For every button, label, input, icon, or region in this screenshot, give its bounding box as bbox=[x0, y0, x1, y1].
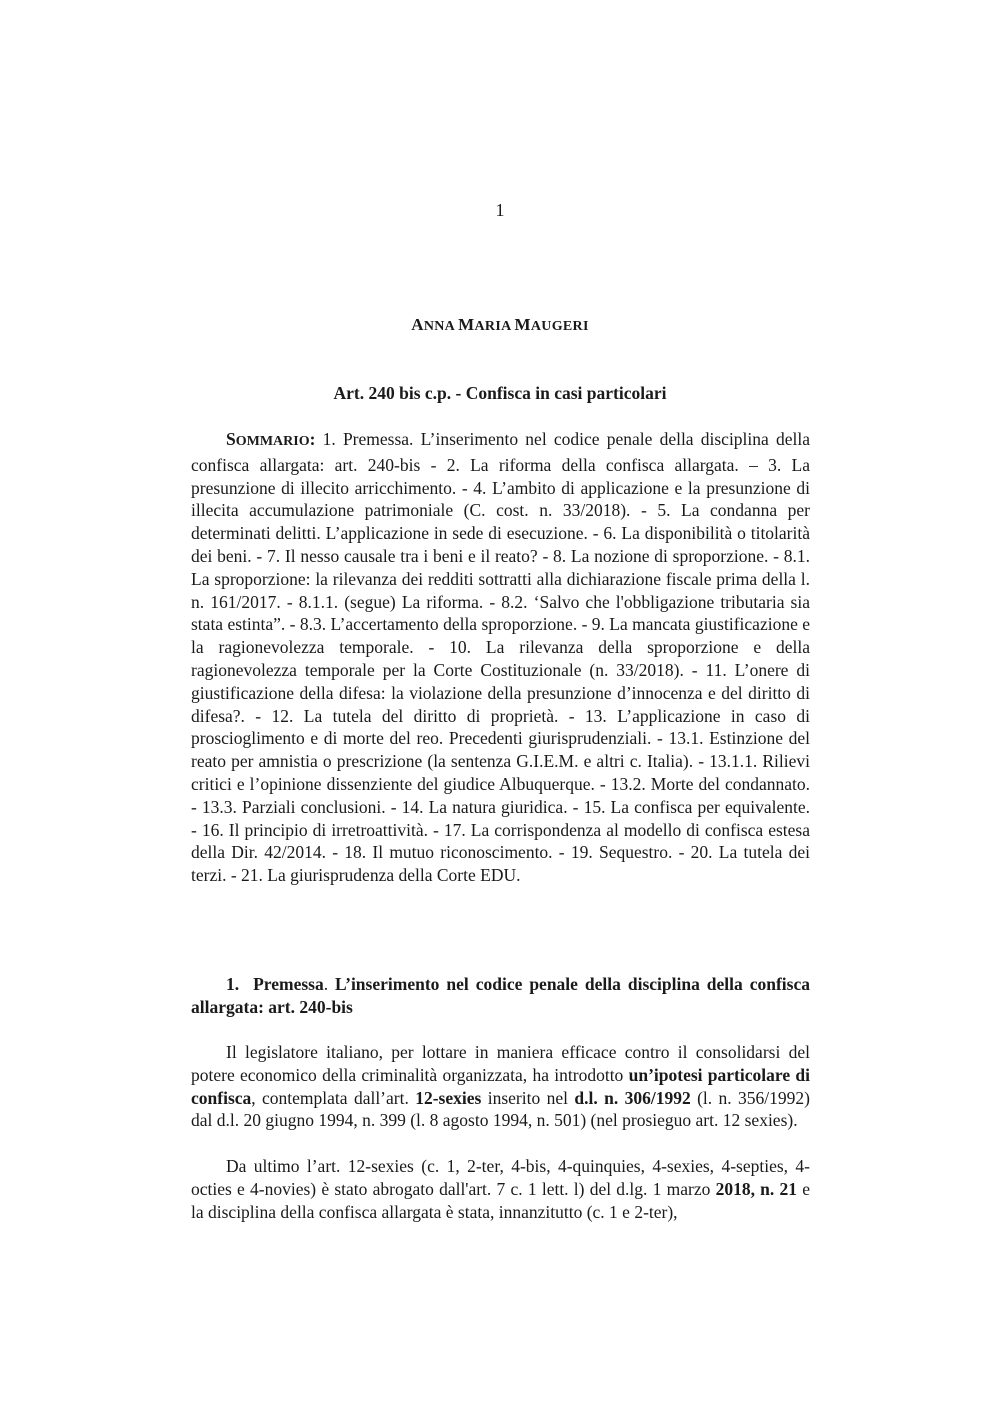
article-title: Art. 240 bis c.p. - Confisca in casi particolari bbox=[333, 383, 667, 403]
page-number: 1 bbox=[495, 200, 505, 220]
section-heading-rest: L’inserimento nel codice penale della disciplina della confisca allargata: art. 240-bis bbox=[191, 974, 811, 1017]
body-paragraph-1: Il legislatore italiano, per lottare in maniera efficace contro il consolidarsi del potere economico della criminalità organizzata, ha introdotto un’ipotesi particolare di confisca, contemplata dall’art. 12-sexies inserito nel d.l. n. 306/1992 (l. n. 356/1992) dal d.l. 20 giugno 1994, n. 399 (l. 8 agosto 1994, n. 501) (nel prosieguo art. 12 sexies). bbox=[191, 1042, 810, 1131]
summary-text: 1. Premessa. L’inserimento nel codice penale della disciplina della confisca allargata: art. 240-bis - 2. La riforma della confisca allargata. – 3. La presunzione di illecito arricchimento. - 4. L’ambito di applicazione e la presunzione di illecita accumulazione patrimoniale (C. cost. n. 33/2018). - 5. La condanna per determinati delitti. L’applicazione in sede di esecuzione. - 6. La disponibilità o titolarità dei beni. - 7. Il nesso causale tra i beni e il reato? - 8. La nozione di sproporzione. - 8.1. La sproporzione: la rilevanza dei redditi sottratti alla dichiarazione fiscale prima della l. n. 161/2017. - 8.1.1. (segue) La riforma. - 8.2. ‘Salvo che l'obbligazione tributaria sia stata estinta”. - 8.3. L’accertamento della sproporzione. - 9. La mancata giustificazione e la ragionevolezza temporale. - 10. La rilevanza della sproporzione e della ragionevolezza temporale per la Corte Costituzionale (n. 33/2018). - 11. L’onere di giustificazione della difesa: la violazione della presunzione d’innocenza e del diritto di difesa?. - 12. La tutela del diritto di proprietà. - 13. L’applicazione in caso di proscioglimento e di morte del reo. Precedenti giurisprudenziali. - 13.1. Estinzione del reato per amnistia o prescrizione (la sentenza G.I.E.M. e altri c. Italia). - 13.1.1. Rilievi critici e l’opinione dissenziente del giudice Albuquerque. - 13.2. Morte del condannato. - 13.3. Parziali conclusioni. - 14. La natura giuridica. - 15. La confisca per equivalente. - 16. Il principio di irretroattività. - 17. La corrispondenza al modello di confisca estesa della Dir. 42/2014. - 18. Il mutuo riconoscimento. - 19. Sequestro. - 20. La tutela dei terzi. - 21. La giurisprudenza della Corte EDU. bbox=[191, 429, 810, 886]
section-heading: 1. Premessa. L’inserimento nel codice penale della disciplina della confisca allargata: art. 240-bis bbox=[191, 974, 811, 1017]
author-name: ANNA MARIA MAUGERI bbox=[411, 315, 589, 334]
summary-label: SOMMARIO: bbox=[226, 429, 316, 449]
summary-paragraph bbox=[191, 428, 810, 887]
body-paragraph-2: Da ultimo l’art. 12-sexies (c. 1, 2-ter, 4-bis, 4-quinquies, 4-sexies, 4-septies, 4-octies e 4-novies) è stato abrogato dall'art. 7 c. 1 lett. l) del d.lg. 1 marzo 2018, n. 21 e la disciplina della confisca allargata è stata, innanzitutto (c. 1 e 2-ter), bbox=[191, 1156, 810, 1222]
